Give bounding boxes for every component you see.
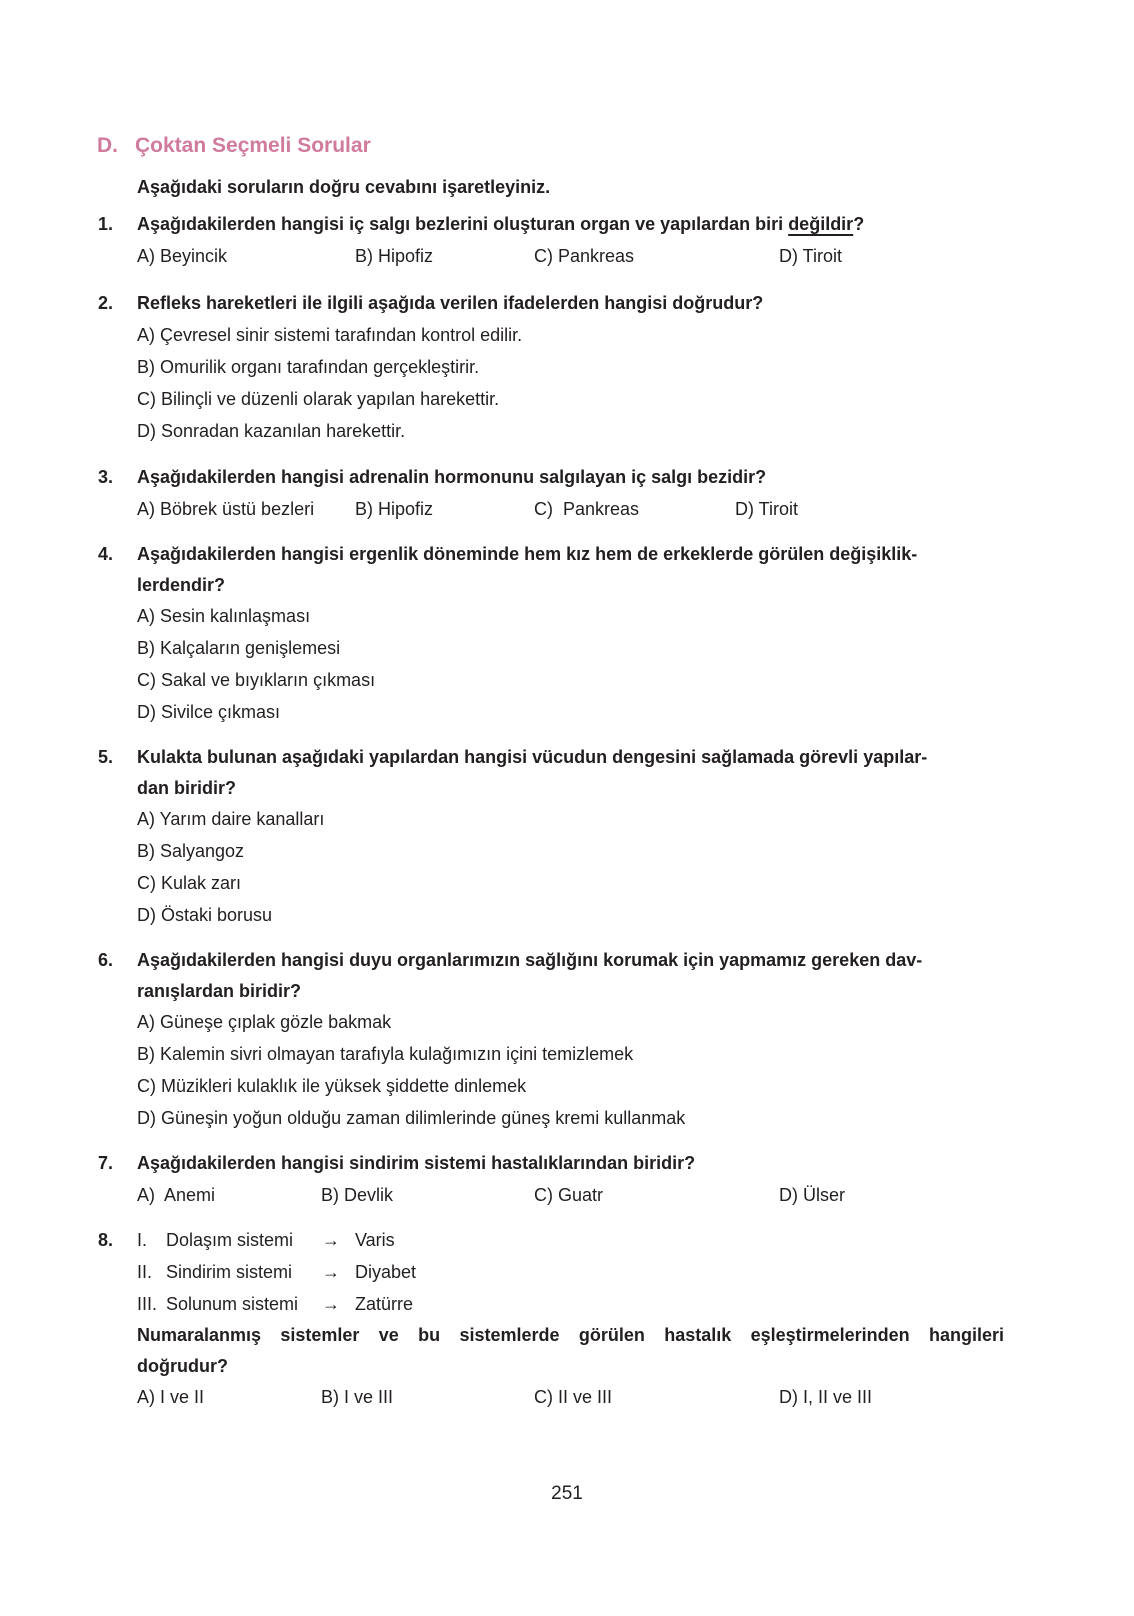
option-d[interactable]: D) Tiroit [735, 499, 798, 519]
option-c[interactable]: C) Pankreas [534, 246, 635, 266]
question-text-part: Aşağıdakilerden hangisi iç salgı bezlerini oluşturan organ ve yapılardan biri [137, 214, 789, 234]
disease-name: Diyabet [355, 1262, 417, 1282]
disease-name: Varis [355, 1230, 395, 1250]
question-text [137, 214, 864, 235]
option-d[interactable]: D) Östaki borusu [137, 905, 273, 925]
option-d[interactable]: D) I, II ve III [779, 1387, 873, 1407]
option-a[interactable]: A) Böbrek üstü bezleri [137, 499, 315, 519]
roman-numeral: I. [137, 1230, 148, 1250]
system-name: Dolaşım sistemi [166, 1230, 294, 1250]
option-a[interactable]: A) Güneşe çıplak gözle bakmak [137, 1012, 392, 1032]
question-text-line-1: Aşağıdakilerden hangisi duyu organlarımızın sağlığını korumak için yapmamız gereken dav- [137, 950, 923, 970]
option-c[interactable]: C) Guatr [534, 1185, 604, 1205]
option-c[interactable]: C) Pankreas [534, 499, 640, 519]
roman-numeral: III. [137, 1294, 158, 1314]
system-name: Sindirim sistemi [166, 1262, 293, 1282]
option-b[interactable]: B) I ve III [321, 1387, 394, 1407]
option-b[interactable]: B) Omurilik organı tarafından gerçekleştirir. [137, 357, 480, 377]
question-number: 7. [98, 1153, 114, 1173]
section-title: Çoktan Seçmeli Sorular [135, 134, 371, 157]
question-number: 1. [98, 214, 114, 234]
arrow-right-icon: → [322, 1262, 340, 1282]
question-text-line-2: lerdendir? [137, 575, 226, 595]
option-a[interactable]: A) Anemi [137, 1185, 216, 1205]
option-b[interactable]: B) Hipofiz [355, 246, 434, 266]
option-a[interactable]: A) Sesin kalınlaşması [137, 606, 311, 626]
question-number: 2. [98, 293, 114, 313]
option-a[interactable]: A) Çevresel sinir sistemi tarafından kontrol edilir. [137, 325, 523, 345]
question-text-line-1: Kulakta bulunan aşağıdaki yapılardan hangisi vücudun dengesini sağlamada görevli yapılar- [137, 747, 928, 767]
option-b[interactable]: B) Kalemin sivri olmayan tarafıyla kulağımızın içini temizlemek [137, 1044, 634, 1064]
question-number: 4. [98, 544, 114, 564]
option-c[interactable]: C) Kulak zarı [137, 873, 242, 893]
arrow-right-icon: → [322, 1230, 340, 1250]
option-d[interactable]: D) Sonradan kazanılan harekettir. [137, 421, 406, 441]
option-b[interactable]: B) Salyangoz [137, 841, 245, 861]
option-c[interactable]: C) Müzikleri kulaklık ile yüksek şiddette dinlemek [137, 1076, 527, 1096]
instruction-text: Aşağıdaki soruların doğru cevabını işaretleyiniz. [137, 177, 551, 197]
question-mark: ? [853, 214, 865, 234]
arrow-right-icon: → [322, 1294, 340, 1314]
option-a[interactable]: A) Yarım daire kanalları [137, 809, 325, 829]
question-text-line-1: Aşağıdakilerden hangisi ergenlik döneminde hem kız hem de erkeklerde görülen değişiklik- [137, 544, 918, 564]
option-d[interactable]: D) Tiroit [779, 246, 842, 266]
question-text-line-1: Numaralanmış sistemler ve bu sistemlerde görülen hastalık eşleştirmelerinden hangileri [137, 1325, 1004, 1345]
option-c[interactable]: C) II ve III [534, 1387, 613, 1407]
section-heading [97, 134, 371, 158]
question-text-line-2: doğrudur? [137, 1356, 228, 1376]
option-c[interactable]: C) Sakal ve bıyıkların çıkması [137, 670, 376, 690]
question-number: 5. [98, 747, 114, 767]
option-a[interactable]: A) Beyincik [137, 246, 228, 266]
question-text: Aşağıdakilerden hangisi sindirim sistemi hastalıklarından biridir? [137, 1153, 696, 1173]
option-a[interactable]: A) I ve II [137, 1387, 205, 1407]
option-d[interactable]: D) Güneşin yoğun olduğu zaman dilimlerinde güneş kremi kullanmak [137, 1108, 686, 1128]
option-c[interactable]: C) Bilinçli ve düzenli olarak yapılan harekettir. [137, 389, 500, 409]
system-name: Solunum sistemi [166, 1294, 299, 1314]
option-b[interactable]: B) Devlik [321, 1185, 394, 1205]
disease-name: Zatürre [355, 1294, 414, 1314]
question-text: Aşağıdakilerden hangisi adrenalin hormonunu salgılayan iç salgı bezidir? [137, 467, 767, 487]
question-number: 6. [98, 950, 114, 970]
question-text-line-2: ranışlardan biridir? [137, 981, 302, 1001]
emphasis-word: değildir [788, 214, 854, 234]
roman-numeral: II. [137, 1262, 153, 1282]
question-text: Refleks hareketleri ile ilgili aşağıda verilen ifadelerden hangisi doğrudur? [137, 293, 764, 313]
question-number: 3. [98, 467, 114, 487]
section-letter: D. [97, 134, 118, 157]
option-d[interactable]: D) Ülser [779, 1185, 845, 1205]
question-text-line-2: dan biridir? [137, 778, 236, 798]
option-b[interactable]: B) Hipofiz [355, 499, 434, 519]
page-number: 251 [551, 1483, 583, 1504]
question-number: 8. [98, 1230, 114, 1250]
option-d[interactable]: D) Sivilce çıkması [137, 702, 281, 722]
option-b[interactable]: B) Kalçaların genişlemesi [137, 638, 341, 658]
